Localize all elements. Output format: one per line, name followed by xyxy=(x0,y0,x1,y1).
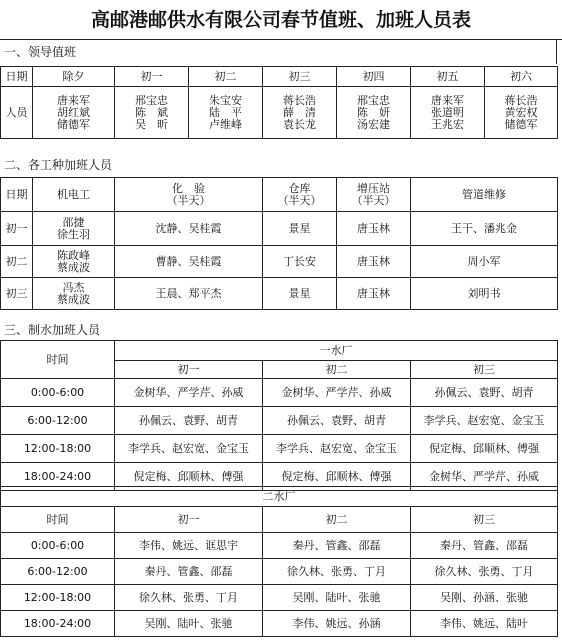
electrician-cell: 冯杰 蔡成波 xyxy=(33,278,115,310)
header-booster-station: 增压站 （半天） xyxy=(337,178,411,212)
shift-cell: 李学兵、赵宏宽、金宝玉 xyxy=(263,435,411,463)
shift-cell: 李学兵、赵宏宽、金宝玉 xyxy=(115,435,263,463)
shift-time: 18:00-24:00 xyxy=(1,463,115,491)
header-chusi: 初四 xyxy=(337,67,411,87)
shift-time: 18:00-24:00 xyxy=(1,611,115,637)
header-day: 初二 xyxy=(263,507,411,533)
section-leaders-heading: 一、领导值班 xyxy=(4,45,77,59)
pipe-cell: 周小军 xyxy=(411,246,558,278)
duty-cell: 邢宝忠 陈 妍 汤宏建 xyxy=(337,87,411,139)
duty-cell: 朱宝安 陆 平 卢维峰 xyxy=(189,87,263,139)
header-chusan: 初三 xyxy=(263,67,337,87)
shift-cell: 倪定梅、邱顺林、傅强 xyxy=(263,463,411,491)
plant2-shift-row xyxy=(1,585,558,611)
plant2-shift-row xyxy=(1,559,558,585)
shift-cell: 金树华、严学芹、孙威 xyxy=(411,463,558,491)
header-day: 初二 xyxy=(263,361,411,379)
shift-time: 0:00-6:00 xyxy=(1,533,115,559)
header-date: 日期 xyxy=(1,67,33,87)
shift-cell: 倪定梅、邱顺林、傅强 xyxy=(115,463,263,491)
pipe-cell: 刘明书 xyxy=(411,278,558,310)
header-lab: 化 验 （半天） xyxy=(115,178,263,212)
sheet-edge xyxy=(556,40,562,64)
section-water-heading: 三、制水加班人员 xyxy=(4,323,101,337)
plant1-name: 一水厂 xyxy=(115,341,558,361)
header-day: 初一 xyxy=(115,507,263,533)
shift-time: 12:00-18:00 xyxy=(1,435,115,463)
booster-cell: 唐玉林 xyxy=(337,246,411,278)
header-electrician: 机电工 xyxy=(33,178,115,212)
row-label-people: 人员 xyxy=(1,87,33,139)
plant1-shift-row xyxy=(1,379,558,407)
header-day: 初三 xyxy=(411,361,558,379)
warehouse-cell: 丁长安 xyxy=(263,246,337,278)
shift-time: 6:00-12:00 xyxy=(1,559,115,585)
duty-cell: 蒋长浩 黄宏权 储德军 xyxy=(485,87,558,139)
shift-time: 6:00-12:00 xyxy=(1,407,115,435)
day-cell: 初二 xyxy=(1,246,33,278)
shift-cell: 徐久林、张勇、丁月 xyxy=(263,559,411,585)
duty-cell: 邢宝忠 陈 斌 吴 昕 xyxy=(115,87,189,139)
leaders-people-row xyxy=(1,87,558,139)
plant2-name: 二水厂 xyxy=(1,487,558,507)
header-chuwu: 初五 xyxy=(411,67,485,87)
shift-cell: 李学兵、赵宏宽、金宝玉 xyxy=(411,407,558,435)
trades-row xyxy=(1,278,558,310)
pipe-cell: 王干、潘兆金 xyxy=(411,212,558,246)
shift-cell: 吴刚、陆叶、张驰 xyxy=(263,585,411,611)
day-cell: 初三 xyxy=(1,278,33,310)
shift-cell: 李伟、姚远、陆叶 xyxy=(411,611,558,637)
duty-cell: 蒋长浩 薛 清 袁长龙 xyxy=(263,87,337,139)
leaders-header-row xyxy=(1,67,558,87)
shift-cell: 金树华、严学芹、孙威 xyxy=(115,379,263,407)
lab-cell: 沈静、吴桂霞 xyxy=(115,212,263,246)
warehouse-cell: 景星 xyxy=(263,212,337,246)
header-day: 初三 xyxy=(411,507,558,533)
header-warehouse: 仓库 （半天） xyxy=(263,178,337,212)
header-time: 时间 xyxy=(1,507,115,533)
shift-cell: 李伟、姚远、孙涵 xyxy=(263,611,411,637)
plant1-shift-row xyxy=(1,435,558,463)
shift-cell: 秦丹、管鑫、邵磊 xyxy=(263,533,411,559)
header-chuer: 初二 xyxy=(189,67,263,87)
sheet-title: 高邮港邮供水有限公司春节值班、加班人员表 xyxy=(0,0,562,40)
lab-cell: 曹静、吴桂霞 xyxy=(115,246,263,278)
electrician-cell: 邵捷 徐生羽 xyxy=(33,212,115,246)
section-trades-heading: 二、各工种加班人员 xyxy=(4,158,113,172)
booster-cell: 唐玉林 xyxy=(337,212,411,246)
plant2-shift-row xyxy=(1,611,558,637)
header-pipe-repair: 管道维修 xyxy=(411,178,558,212)
day-cell: 初一 xyxy=(1,212,33,246)
plant2-shift-row xyxy=(1,533,558,559)
header-chuyi: 初一 xyxy=(115,67,189,87)
header-chuliu: 初六 xyxy=(485,67,558,87)
trades-header-row xyxy=(1,178,558,212)
plant2-days-row xyxy=(1,507,558,533)
plant1-name-row xyxy=(1,341,558,361)
shift-time: 12:00-18:00 xyxy=(1,585,115,611)
header-chuxi: 除夕 xyxy=(33,67,115,87)
shift-cell: 秦丹、管鑫、邵磊 xyxy=(115,559,263,585)
plant2-table xyxy=(0,486,558,637)
warehouse-cell: 景星 xyxy=(263,278,337,310)
plant2-name-row xyxy=(1,487,558,507)
shift-time: 0:00-6:00 xyxy=(1,379,115,407)
shift-cell: 李伟、姚远、诓思宇 xyxy=(115,533,263,559)
shift-cell: 孙佩云、袁野、胡青 xyxy=(411,379,558,407)
trades-table xyxy=(0,177,558,310)
shift-cell: 孙佩云、袁野、胡青 xyxy=(115,407,263,435)
plant1-shift-row xyxy=(1,407,558,435)
shift-cell: 吴刚、陆叶、张驰 xyxy=(115,611,263,637)
shift-cell: 倪定梅、邱顺林、傅强 xyxy=(411,435,558,463)
electrician-cell: 陈政峰 蔡成波 xyxy=(33,246,115,278)
shift-cell: 金树华、严学芹、孙威 xyxy=(263,379,411,407)
header-time: 时间 xyxy=(1,341,115,379)
shift-cell: 孙佩云、袁野、胡青 xyxy=(263,407,411,435)
shift-cell: 徐久林、张勇、丁月 xyxy=(115,585,263,611)
leaders-table xyxy=(0,66,558,139)
trades-row xyxy=(1,246,558,278)
booster-cell: 唐玉林 xyxy=(337,278,411,310)
header-date: 日期 xyxy=(1,178,33,212)
trades-row xyxy=(1,212,558,246)
header-day: 初一 xyxy=(115,361,263,379)
shift-cell: 吴刚、孙涵、张驰 xyxy=(411,585,558,611)
duty-cell: 唐来军 张道明 王兆宏 xyxy=(411,87,485,139)
shift-cell: 徐久林、张勇、丁月 xyxy=(411,559,558,585)
duty-cell: 唐来军 胡红斌 储德军 xyxy=(33,87,115,139)
lab-cell: 王晨、郑平杰 xyxy=(115,278,263,310)
shift-cell: 秦丹、管鑫、邵磊 xyxy=(411,533,558,559)
